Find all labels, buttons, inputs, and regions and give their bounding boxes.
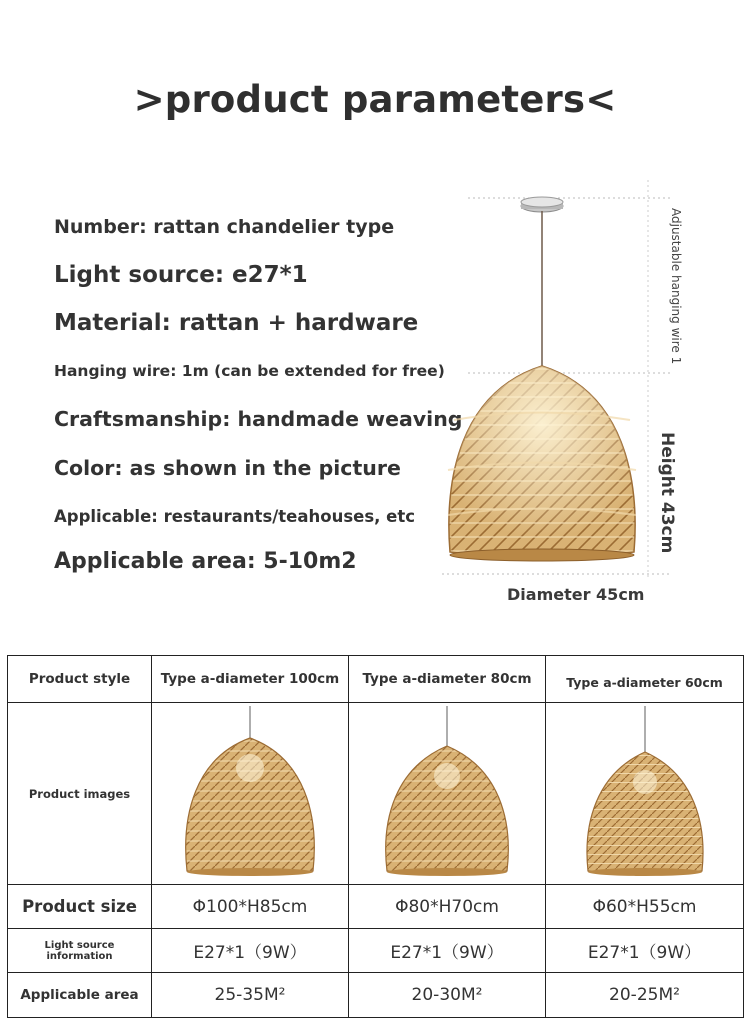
light-cell: E27*1（9W）: [349, 929, 546, 973]
area-cell: 20-25M²: [546, 973, 744, 1018]
ceiling-canopy-icon: [521, 197, 563, 212]
size-cell: Φ80*H70cm: [349, 885, 546, 929]
product-image-cell: [152, 703, 349, 885]
spec-material: Material: rattan + hardware: [54, 310, 419, 336]
dimension-diameter-label: Diameter 45cm: [507, 585, 645, 604]
page-title: >product parameters<: [133, 78, 617, 121]
light-cell: E27*1（9W）: [152, 929, 349, 973]
spec-applicable: Applicable: restaurants/teahouses, etc: [54, 507, 416, 526]
row-label-area: Applicable area: [8, 973, 152, 1018]
row-label-style: Product style: [8, 656, 152, 703]
row-label-size: Product size: [8, 885, 152, 929]
rattan-pendant-lamp-icon: [580, 706, 710, 881]
spec-craftsmanship: Craftsmanship: handmade weaving: [54, 407, 463, 431]
spec-applicable-area: Applicable area: 5-10m2: [54, 549, 357, 574]
lamp-dimension-diagram: [430, 180, 690, 610]
row-label-light: [8, 929, 152, 973]
style-cell: Type a-diameter 100cm: [152, 656, 349, 703]
table-row: [8, 973, 744, 1018]
rattan-pendant-lamp-icon: [448, 366, 636, 561]
dimension-wire-label: Adjustable hanging wire 1: [669, 208, 683, 365]
row-label-images: Product images: [8, 703, 152, 885]
dimension-height-label: Height 43cm: [657, 432, 677, 554]
product-parameter-table: [7, 655, 744, 1018]
size-cell: Φ100*H85cm: [152, 885, 349, 929]
rattan-pendant-lamp-icon: [175, 706, 325, 881]
style-cell: Type a-diameter 80cm: [349, 656, 546, 703]
table-row: [8, 885, 744, 929]
table-row: [8, 703, 744, 885]
spec-hanging-wire: Hanging wire: 1m (can be extended for free): [54, 362, 445, 380]
area-cell: 20-30M²: [349, 973, 546, 1018]
style-cell: Type a-diameter 60cm: [546, 656, 744, 703]
area-cell: 25-35M²: [152, 973, 349, 1018]
light-cell: E27*1（9W）: [546, 929, 744, 973]
light-label-text: Light source information: [44, 939, 115, 962]
table-row: [8, 929, 744, 973]
table-row: [8, 656, 744, 703]
spec-color: Color: as shown in the picture: [54, 456, 401, 480]
product-image-cell: [546, 703, 744, 885]
rattan-pendant-lamp-icon: [377, 706, 517, 881]
spec-number: Number: rattan chandelier type: [54, 216, 395, 238]
spec-light-source: Light source: e27*1: [54, 262, 308, 288]
size-cell: Φ60*H55cm: [546, 885, 744, 929]
product-image-cell: [349, 703, 546, 885]
